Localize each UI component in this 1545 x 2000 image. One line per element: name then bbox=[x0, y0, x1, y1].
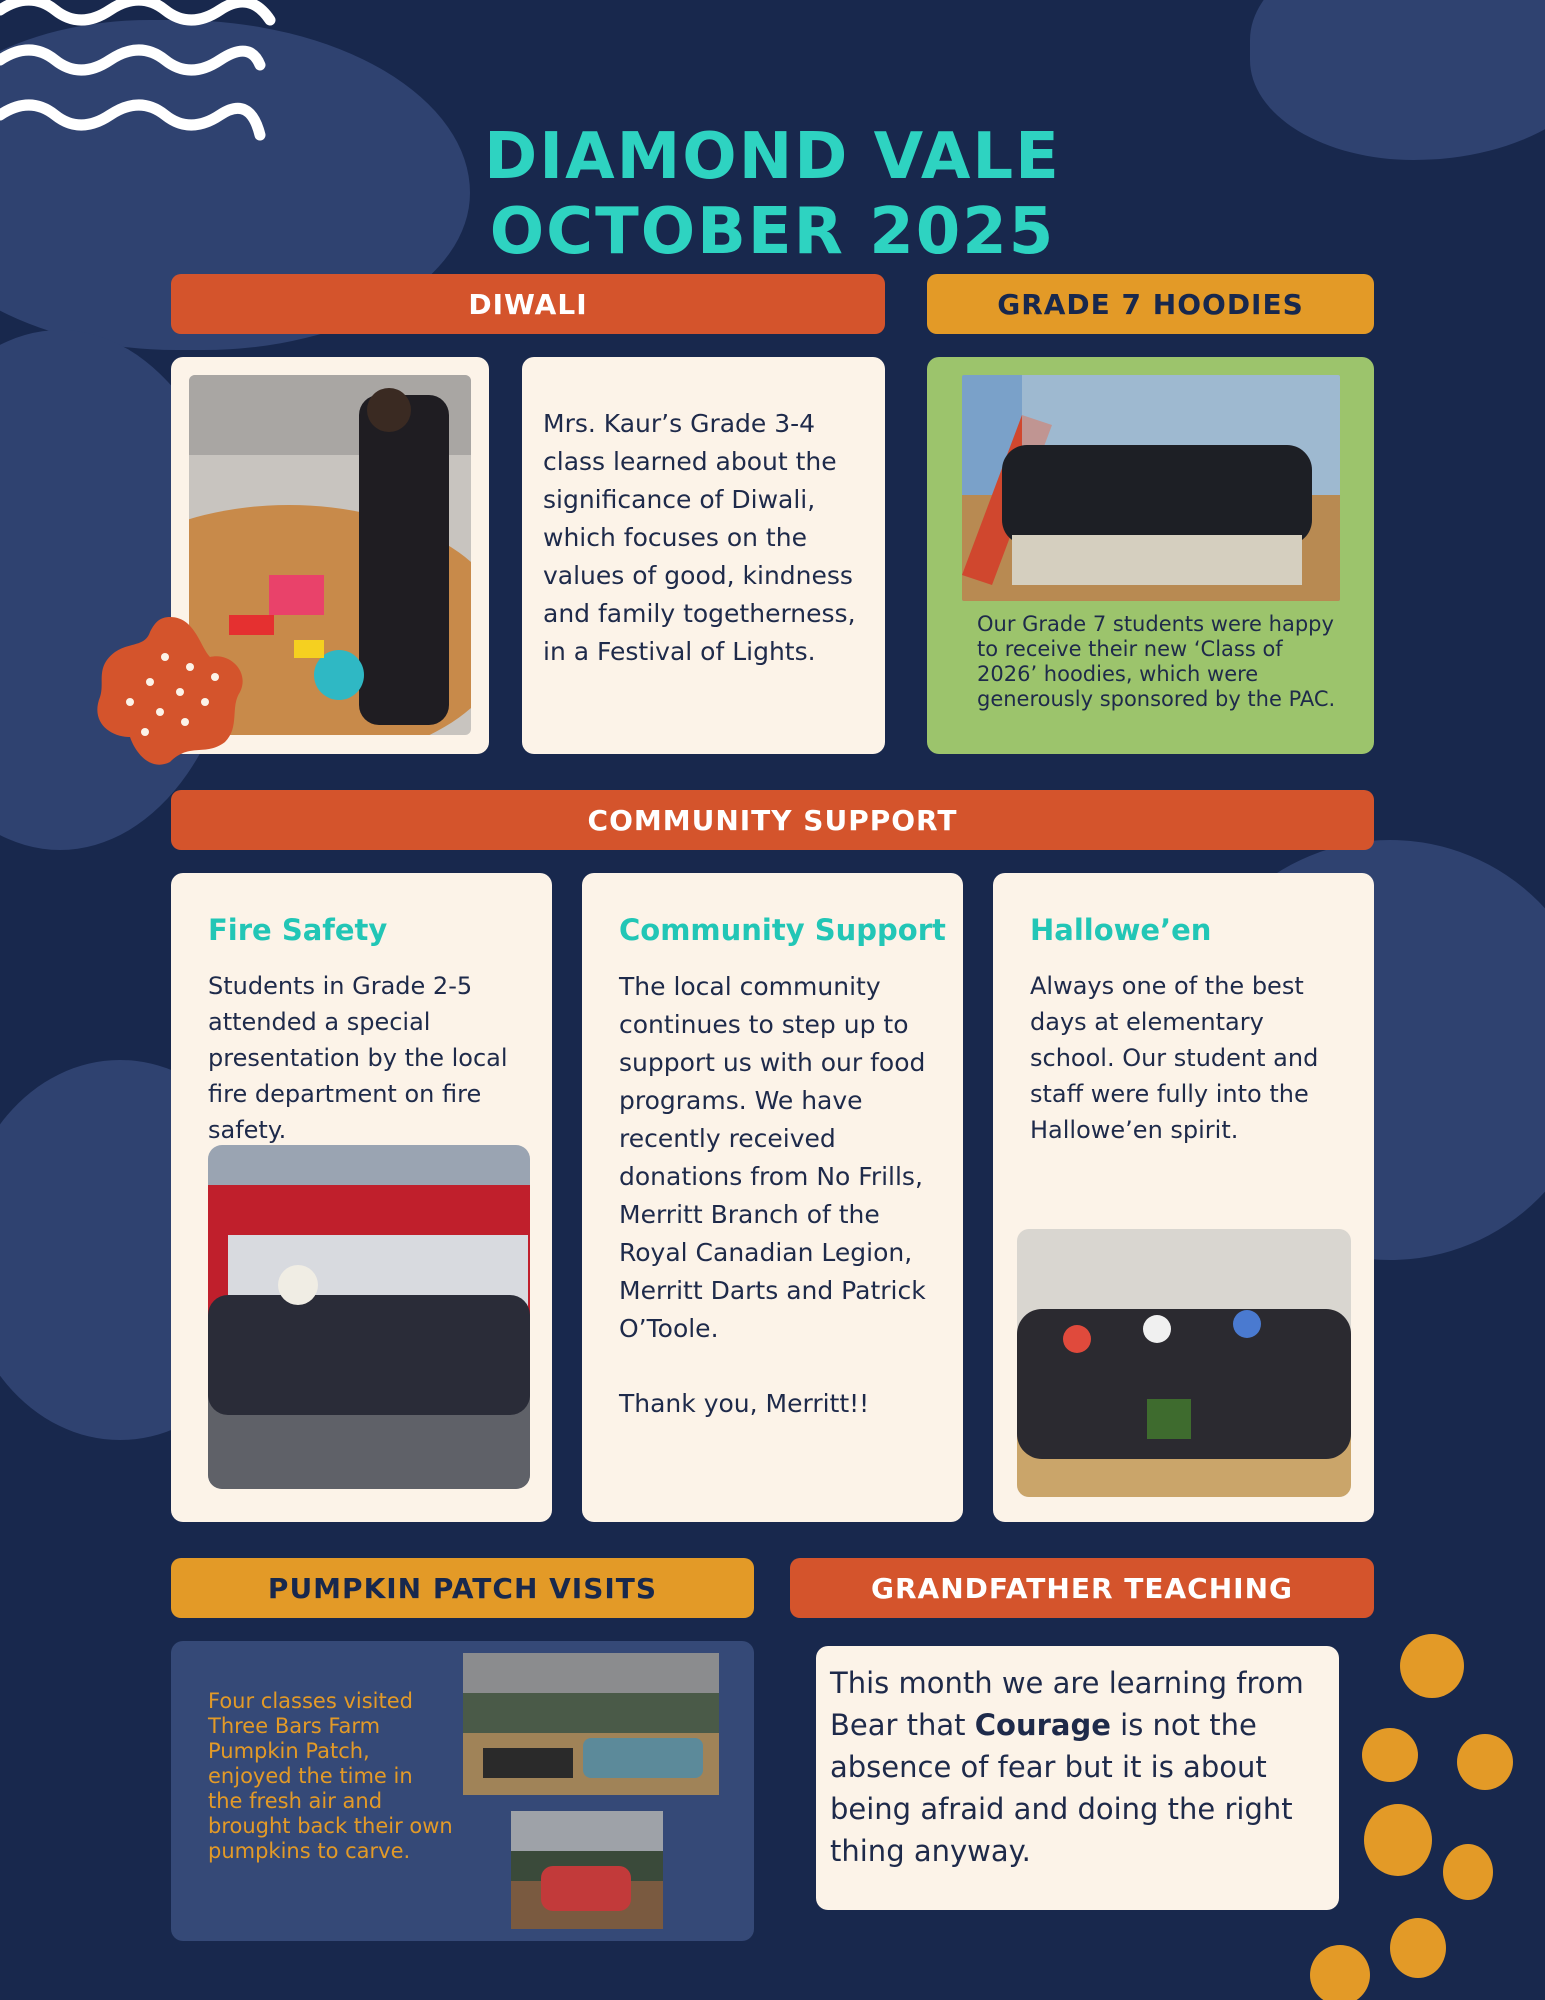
grandfather-text bbox=[830, 1662, 1335, 1872]
grandfather-card bbox=[816, 1646, 1339, 1910]
community-support-text: The local community continues to step up to support us with our food programs. We have recently received donations from No Frills, Merritt Branch of the Royal Canadian Legion, Merritt Darts and Patrick O’Toole. bbox=[619, 972, 926, 1343]
pumpkin-photo-1 bbox=[463, 1653, 719, 1795]
grandfather-header: GRANDFATHER TEACHING bbox=[790, 1558, 1374, 1618]
diwali-text: Mrs. Kaur’s Grade 3-4 class learned about the significance of Diwali, which focuses on the values of good, kindness and family togetherness, in a Festival of Lights. bbox=[543, 409, 856, 666]
pumpkin-text: Four classes visited Three Bars Farm Pumpkin Patch, enjoyed the time in the fresh air and brought back their own pumpkins to carve. bbox=[208, 1689, 453, 1863]
grandfather-text-before: This month we are learning from Bear that bbox=[830, 1666, 1304, 1742]
dots-decoration bbox=[1300, 1630, 1545, 2000]
fire-safety-text: Students in Grade 2-5 attended a special presentation by the local fire department on fire safety. bbox=[208, 972, 508, 1144]
community-header: COMMUNITY SUPPORT bbox=[171, 790, 1374, 850]
community-support-thanks: Thank you, Merritt!! bbox=[619, 1389, 870, 1418]
halloween-card bbox=[993, 873, 1374, 1522]
pumpkin-header: PUMPKIN PATCH VISITS bbox=[171, 1558, 754, 1618]
hoodies-photo bbox=[962, 375, 1340, 601]
pumpkin-card bbox=[171, 1641, 754, 1941]
pumpkin-photo-2 bbox=[511, 1811, 663, 1929]
fire-safety-heading: Fire Safety bbox=[208, 913, 388, 947]
diwali-text-card bbox=[522, 357, 885, 754]
halloween-photo bbox=[1017, 1229, 1351, 1497]
hoodies-card bbox=[927, 357, 1374, 754]
halloween-heading: Hallowe’en bbox=[1030, 913, 1212, 947]
grandfather-text-after: is not the absence of fear but it is about being afraid and doing the right thing anyway. bbox=[830, 1708, 1293, 1868]
flower-icon bbox=[90, 612, 250, 772]
hoodies-text: Our Grade 7 students were happy to receive their new ‘Class of 2026’ hoodies, which were generously sponsored by the PAC. bbox=[977, 612, 1336, 711]
page-title-line2: OCTOBER 2025 bbox=[489, 195, 1056, 269]
community-support-card bbox=[582, 873, 963, 1522]
halloween-text: Always one of the best days at elementary school. Our student and staff were fully into the Hallowe’en spirit. bbox=[1030, 972, 1319, 1144]
page-title-line1: DIAMOND VALE bbox=[484, 120, 1061, 194]
hoodies-header: GRADE 7 HOODIES bbox=[927, 274, 1374, 334]
diwali-header: DIWALI bbox=[171, 274, 885, 334]
fire-safety-card bbox=[171, 873, 552, 1522]
grandfather-emphasis: Courage bbox=[974, 1708, 1111, 1742]
community-support-heading: Community Support bbox=[619, 913, 946, 947]
fire-safety-photo bbox=[208, 1145, 530, 1489]
